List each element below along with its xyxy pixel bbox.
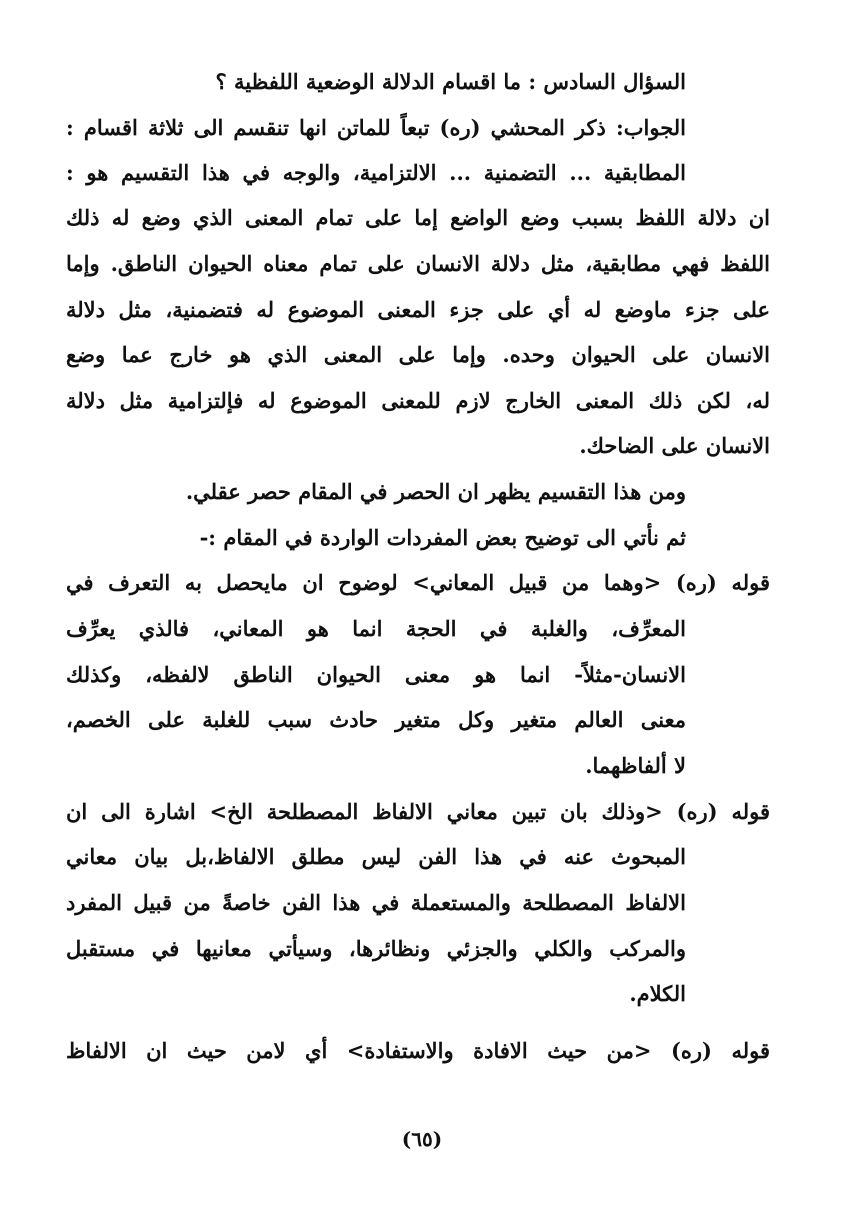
body-line: الانسان على الضاحك. — [579, 433, 770, 458]
body-line: ان دلالة اللفظ بسبب وضع الواضع إما على تمام المعنى الذي وضع له ذلك — [66, 205, 770, 230]
commentary-line: الالفاظ المصطلحة والمستعملة في هذا الفن خاصةً من قبيل المفرد — [66, 890, 686, 915]
answer-line: المطابقية ... التضمنية ... الالتزامية، والوجه في هذا التقسيم هو : — [66, 160, 686, 185]
question-heading: السؤال السادس : ما اقسام الدلالة الوضعية اللفظية ؟ — [215, 69, 686, 94]
commentary-line: الكلام. — [629, 981, 686, 1006]
commentary-line: الانسان-مثلاً- انما هو معنى الحيوان الناطق لالفظه، وكذلك — [66, 662, 686, 687]
body-line: ومن هذا التقسيم يظهر ان الحصر في المقام حصر عقلي. — [185, 479, 686, 504]
body-line: على جزء ماوضع له أي على جزء المعنى الموضوع له فتضمنية، مثل دلالة — [66, 297, 770, 322]
body-line: اللفظ فهي مطابقية، مثل دلالة الانسان على تمام معناه الحيوان الناطق. وإما — [66, 251, 770, 276]
commentary-line: لا ألفاظهما. — [585, 753, 686, 778]
page-number: (٦٥) — [401, 1127, 443, 1151]
body-line: الانسان على الحيوان وحده. وإما على المعنى الذي هو خارج عما وضع — [66, 342, 770, 367]
body-line: له، لكن ذلك المعنى الخارج لازم للمعنى الموضوع له فإلتزامية مثل دلالة — [66, 388, 770, 413]
commentary-line: المبحوث عنه في هذا الفن ليس مطلق الالفاظ،بل بيان معاني — [66, 844, 686, 869]
commentary-line: معنى العالم متغير وكل متغير حادث سبب للغلبة على الخصم، — [66, 707, 686, 732]
body-line: ثم نأتي الى توضيح بعض المفردات الواردة في المقام :- — [199, 525, 686, 550]
commentary-line: قوله (ره) <وهما من قبيل المعاني> لوضوح ان مايحصل به التعرف في — [66, 570, 770, 595]
commentary-line: قوله (ره) <وذلك بان تبين معاني الالفاظ المصطلحة الخ> اشارة الى ان — [66, 799, 770, 824]
answer-line: الجواب: ذكر المحشي (ره) تبعاً للماتن انها تنقسم الى ثلاثة اقسام : — [66, 115, 686, 140]
commentary-line: قوله (ره) <من حيث الافادة والاستفادة> أي لامن حيث ان الالفاظ — [66, 1038, 770, 1063]
commentary-line: والمركب والكلي والجزئي ونظائرها، وسيأتي معانيها في مستقبل — [66, 936, 686, 961]
commentary-line: المعرِّف، والغلبة في الحجة انما هو المعاني، فالذي يعرِّف — [66, 616, 686, 641]
